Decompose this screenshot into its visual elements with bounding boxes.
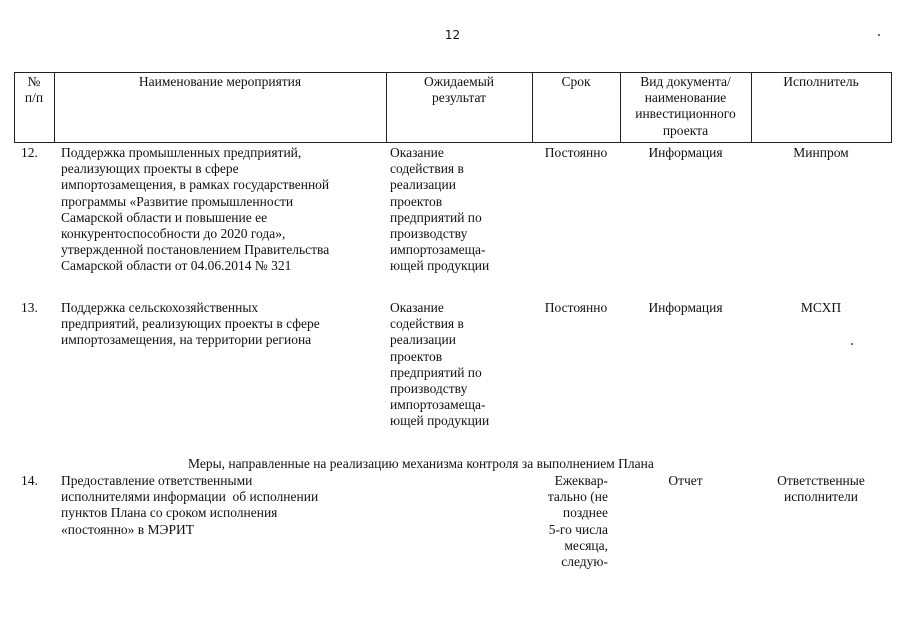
row-num: 14.: [21, 473, 38, 488]
row-term: Ежеквар- тально (не позднее 5-го числа месяца, следую-: [547, 473, 608, 570]
header-term: Срок: [561, 74, 591, 89]
row-exec: Ответственные исполнители: [777, 473, 865, 505]
header-bottom-rule: [14, 142, 892, 143]
header-doc: Вид документа/ наименование инвестиционного проекта: [635, 74, 736, 138]
row-num: 13.: [21, 300, 38, 315]
row-name: Предоставление ответственными исполнителями информации об исполнении пунктов Плана со сроком исполнения «постоянно» в МЭРИТ: [61, 473, 319, 537]
header-name: Наименование мероприятия: [138, 74, 302, 89]
row-exec: МСХП: [800, 300, 842, 315]
header-col-divider-6: [891, 72, 892, 143]
header-top-rule: [14, 72, 892, 73]
scan-speck: [878, 34, 880, 36]
header-exec: Исполнитель: [783, 74, 859, 89]
row-result: Оказание содействия в реализации проектов предприятий по производству импортозамеща- ющей продукции: [390, 300, 490, 429]
row-term: Постоянно: [544, 300, 608, 315]
scan-speck: [851, 343, 853, 345]
row-doc: Информация: [648, 300, 723, 315]
row-exec: Минпром: [793, 145, 849, 160]
row-result: Оказание содействия в реализации проектов предприятий по производству импортозамеща- ющей продукции: [390, 145, 490, 274]
row-name: Поддержка промышленных предприятий, реализующих проекты в сфере импортозамещения, в рамках государственной программы «Развитие промышленности Самарской области и повышение ее конкурентоспособности до 2020 года», утвержденной постановлением Правительства Самарской области от 04.06.2014 № 321: [61, 145, 330, 274]
row-num: 12.: [21, 145, 38, 160]
row-doc: Информация: [648, 145, 723, 160]
row-doc: Отчет: [668, 473, 703, 488]
header-num: № п/п: [24, 74, 44, 106]
section-title: Меры, направленные на реализацию механизма контроля за выполнением Плана: [188, 456, 654, 471]
header-result: Ожидаемый результат: [424, 74, 494, 106]
row-term: Постоянно: [544, 145, 608, 160]
row-name: Поддержка сельскохозяйственных предприятий, реализующих проекты в сфере импортозамещения, на территории региона: [61, 300, 320, 348]
page-number: 12: [444, 28, 461, 42]
